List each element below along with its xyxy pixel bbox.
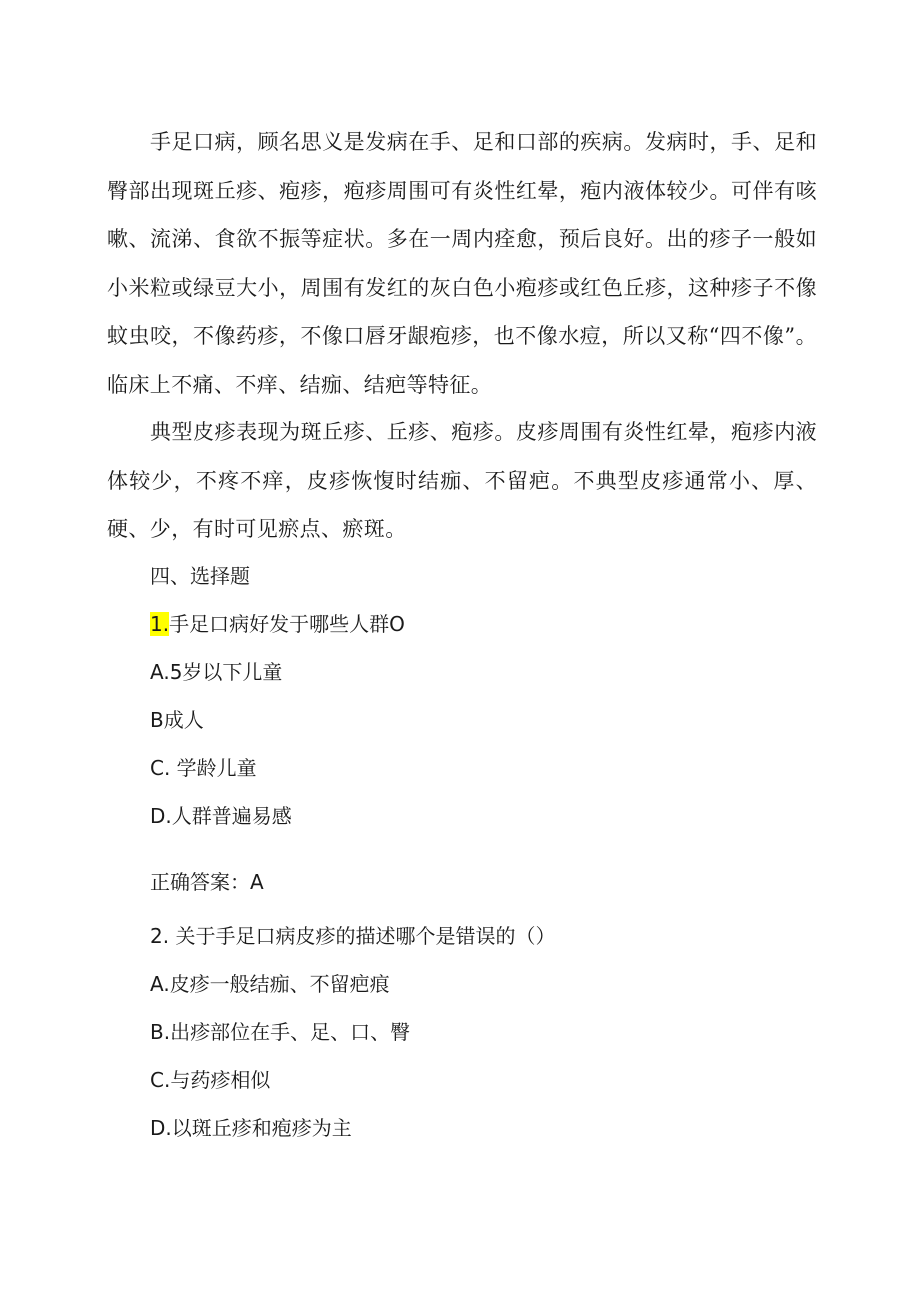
question-2-option-d: D.以斑丘疹和疱疹为主	[150, 1116, 352, 1140]
question-1-option-b: B成人	[150, 708, 204, 732]
question-1-text: 手足口病好发于哪些人群O	[169, 612, 405, 636]
body-paragraph-1: 手足口病，顾名思义是发病在手、足和口部的疾病。发病时，手、足和臀部出现斑丘疹、疱疹，疱疹周围可有炎性红晕，疱内液体较少。可伴有咳嗽、流涕、食欲不振等症状。多在一周内痊愈，预后良好。出的疹子一般如小米粒或绿豆大小，周围有发红的灰白色小疱疹或红色丘疹，这种疹子不像蚊虫咬，不像药疹，不像口唇牙龈疱疹，也不像水痘，所以又称“四不像”。临床上不痛、不痒、结痂、结疤等特征。	[107, 130, 817, 397]
question-1-option-c: C. 学龄儿童	[150, 756, 257, 780]
question-1-option-a: A.5岁以下儿童	[150, 660, 283, 684]
question-1	[150, 610, 405, 638]
question-2-option-a: A.皮疹一般结痂、不留疤痕	[150, 972, 390, 996]
question-2-text: 关于手足口病皮疹的描述哪个是错误的（）	[169, 924, 556, 948]
question-2-option-c: C.与药疹相似	[150, 1068, 271, 1092]
question-2	[150, 922, 555, 950]
question-1-answer: 正确答案：A	[150, 870, 264, 894]
question-1-option-d: D.人群普遍易感	[150, 804, 292, 828]
section-heading: 四、选择题	[150, 564, 250, 588]
body-paragraph-2: 典型皮疹表现为斑丘疹、丘疹、疱疹。皮疹周围有炎性红晕，疱疹内液体较少，不疼不痒，皮疹恢愎时结痂、不留疤。不典型皮疹通常小、厚、硬、少，有时可见瘀点、瘀斑。	[107, 420, 817, 541]
question-2-option-b: B.出疹部位在手、足、口、臀	[150, 1020, 411, 1044]
question-2-number: 2.	[150, 924, 170, 948]
question-1-number: 1.	[150, 612, 170, 636]
